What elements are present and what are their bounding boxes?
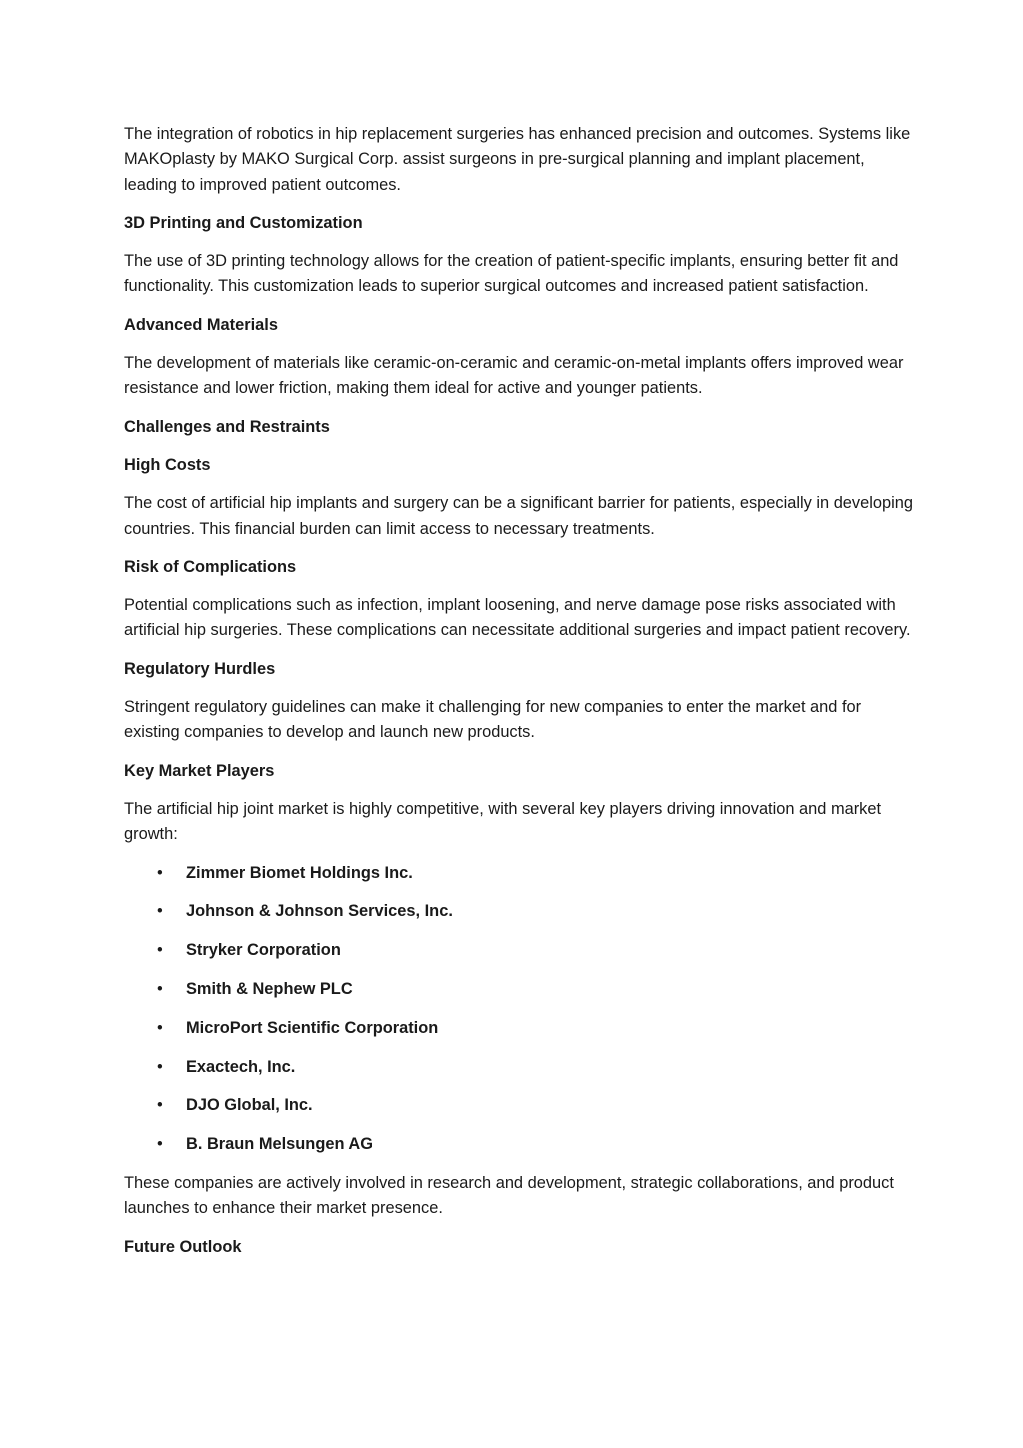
bullet-icon: • <box>157 1135 163 1154</box>
bullet-icon: • <box>157 863 163 882</box>
player-name: Exactech, Inc. <box>186 1057 296 1076</box>
list-item <box>124 1093 914 1118</box>
bullet-icon: • <box>157 1018 163 1037</box>
paragraph-3d-printing: The use of 3D printing technology allows for the creation of patient-specific implants, ensuring better fit and functionality. This customization leads to superior surgical outcomes and increased patient satisfaction. <box>124 252 899 296</box>
player-name: Johnson & Johnson Services, Inc. <box>186 902 453 921</box>
heading-key-market-players: Key Market Players <box>124 761 275 780</box>
list-item <box>124 977 914 1002</box>
heading-risk-of-complications: Risk of Complications <box>124 557 297 576</box>
heading-challenges-restraints: Challenges and Restraints <box>124 417 330 436</box>
paragraph-advanced-materials: The development of materials like ceramic-on-ceramic and ceramic-on-metal implants offers improved wear resistance and lower friction, making them ideal for active and younger patients. <box>124 354 904 398</box>
player-name: Smith & Nephew PLC <box>186 979 353 998</box>
bullet-icon: • <box>157 1096 163 1115</box>
heading-advanced-materials: Advanced Materials <box>124 315 278 334</box>
player-name: MicroPort Scientific Corporation <box>186 1018 439 1037</box>
heading-regulatory-hurdles: Regulatory Hurdles <box>124 659 276 678</box>
list-item <box>124 1132 914 1157</box>
paragraph-robotics: The integration of robotics in hip replacement surgeries has enhanced precision and outcomes. Systems like MAKOplasty by MAKO Surgical Corp. assist surgeons in pre-surgical planning and implant placement, leading to improved patient outcomes. <box>124 125 911 194</box>
list-item <box>124 861 914 886</box>
paragraph-key-players-intro: The artificial hip joint market is highly competitive, with several key players driving innovation and market growth: <box>124 799 882 844</box>
list-item <box>124 938 914 963</box>
list-item <box>124 1016 914 1041</box>
bullet-icon: • <box>157 979 163 998</box>
player-name: DJO Global, Inc. <box>186 1096 313 1115</box>
heading-high-costs: High Costs <box>124 455 211 474</box>
bullet-icon: • <box>157 902 163 921</box>
bullet-icon: • <box>157 941 163 960</box>
list-item <box>124 1055 914 1080</box>
bullet-icon: • <box>157 1057 163 1076</box>
paragraph-key-players-outro: These companies are actively involved in research and development, strategic collaborations, and product launches to enhance their market presence. <box>124 1173 894 1218</box>
document-page <box>124 122 914 1273</box>
heading-future-outlook: Future Outlook <box>124 1237 242 1256</box>
paragraph-risk-of-complications: Potential complications such as infection, implant loosening, and nerve damage pose risks associated with artificial hip surgeries. These complications can necessitate additional surgeries and impact patient recovery. <box>124 596 911 640</box>
player-name: B. Braun Melsungen AG <box>186 1135 373 1154</box>
paragraph-high-costs: The cost of artificial hip implants and surgery can be a significant barrier for patients, especially in developing countries. This financial burden can limit access to necessary treatments. <box>124 494 913 538</box>
paragraph-regulatory-hurdles: Stringent regulatory guidelines can make it challenging for new companies to enter the market and for existing companies to develop and launch new products. <box>124 698 862 742</box>
player-name: Zimmer Biomet Holdings Inc. <box>186 863 413 882</box>
heading-3d-printing: 3D Printing and Customization <box>124 213 363 232</box>
player-name: Stryker Corporation <box>186 941 341 960</box>
key-players-list <box>124 861 914 1158</box>
list-item <box>124 899 914 924</box>
